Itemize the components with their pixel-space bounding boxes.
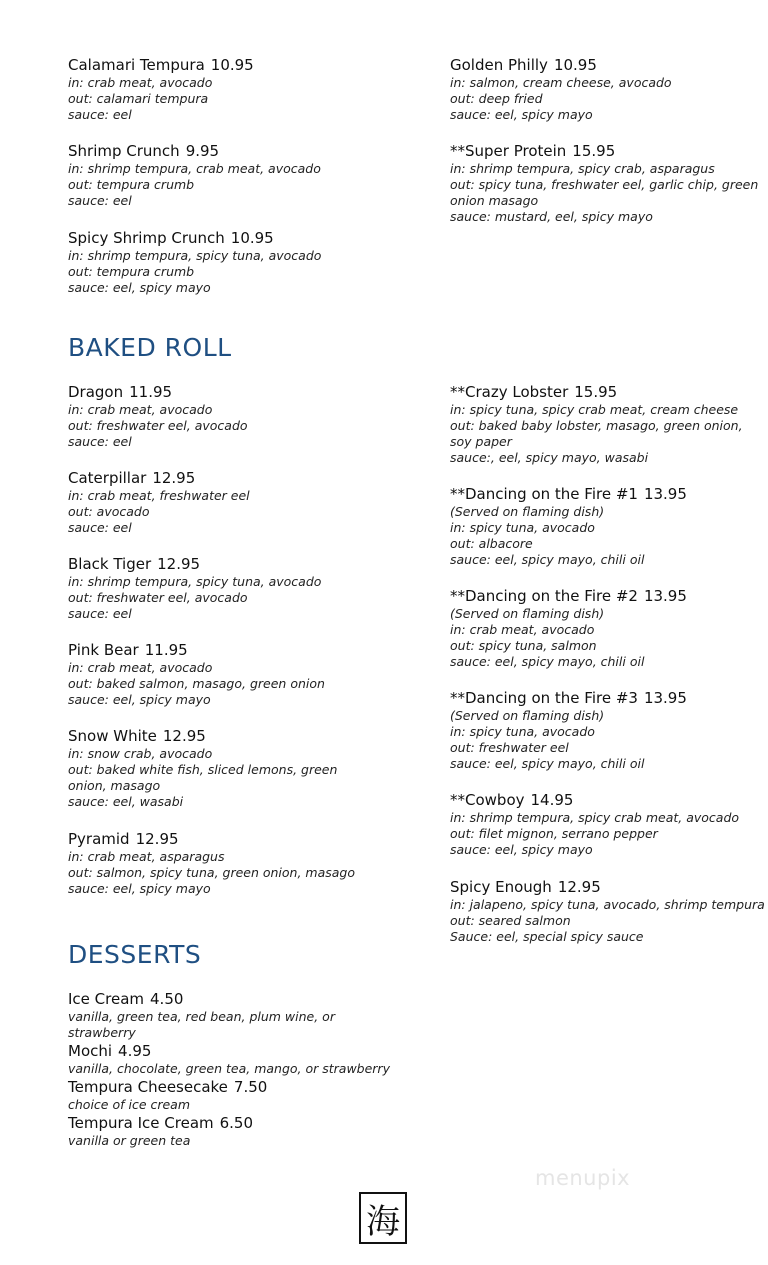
- menu-item-shrimp-crunch: [68, 141, 321, 209]
- item-name: Black Tiger: [68, 555, 152, 573]
- menu-item-dancing-on-the-fire-2: [450, 586, 687, 670]
- item-title: [450, 877, 765, 897]
- item-detail-line: sauce: eel: [68, 193, 132, 208]
- item-detail-line: sauce: eel, spicy mayo: [68, 280, 211, 295]
- desserts-heading: DESSERTS: [68, 940, 202, 969]
- item-detail-line: out: freshwater eel: [450, 740, 569, 755]
- item-detail-line: in: shrimp tempura, spicy crab, asparagus: [450, 161, 715, 176]
- item-detail-line: (Served on flaming dish): [450, 606, 605, 621]
- item-detail-line: in: spicy tuna, avocado: [450, 724, 595, 739]
- dessert-title: [68, 1113, 408, 1133]
- item-detail-line: sauce: eel, spicy mayo: [450, 107, 593, 122]
- dessert-ice-cream: [68, 989, 408, 1041]
- item-detail-line: in: jalapeno, spicy tuna, avocado, shrimp tempura: [450, 897, 765, 912]
- item-detail-line: (Served on flaming dish): [450, 708, 605, 723]
- dessert-tempura-ice-cream: [68, 1113, 408, 1149]
- item-price: 14.95: [530, 791, 574, 809]
- menu-item-golden-philly: [450, 55, 672, 123]
- item-detail-line: onion masago: [450, 193, 539, 208]
- item-detail-line: in: crab meat, asparagus: [68, 849, 225, 864]
- item-name: Golden Philly: [450, 56, 548, 74]
- item-detail-line: in: shrimp tempura, spicy tuna, avocado: [68, 248, 322, 263]
- item-detail-line: out: calamari tempura: [68, 91, 209, 106]
- item-title: [450, 382, 743, 402]
- item-title: [450, 586, 687, 606]
- item-price: 13.95: [643, 587, 687, 605]
- item-name: **Crazy Lobster: [450, 383, 569, 401]
- menu-item-pyramid: [68, 829, 355, 897]
- item-name: Snow White: [68, 727, 157, 745]
- item-title: [68, 554, 321, 574]
- item-detail-line: in: shrimp tempura, spicy tuna, avocado: [68, 574, 322, 589]
- item-detail-line: out: spicy tuna, salmon: [450, 638, 597, 653]
- menu-item-crazy-lobster: [450, 382, 743, 466]
- menu-item-dragon: [68, 382, 248, 450]
- dessert-price: 7.50: [233, 1078, 268, 1096]
- item-name: Caterpillar: [68, 469, 147, 487]
- item-price: 11.95: [144, 641, 188, 659]
- item-name: Spicy Shrimp Crunch: [68, 229, 225, 247]
- item-price: 12.95: [157, 555, 201, 573]
- menu-item-black-tiger: [68, 554, 321, 622]
- menu-item-dancing-on-the-fire-3: [450, 688, 687, 772]
- item-detail-line: in: snow crab, avocado: [68, 746, 213, 761]
- item-detail-line: in: salmon, cream cheese, avocado: [450, 75, 672, 90]
- item-name: Pyramid: [68, 830, 130, 848]
- item-price: 10.95: [210, 56, 254, 74]
- item-detail-line: in: spicy tuna, avocado: [450, 520, 595, 535]
- dessert-description: strawberry: [68, 1025, 136, 1040]
- dessert-description: vanilla or green tea: [68, 1133, 191, 1148]
- item-detail-line: sauce: mustard, eel, spicy mayo: [450, 209, 653, 224]
- dessert-title: [68, 1077, 408, 1097]
- item-detail-line: out: seared salmon: [450, 913, 571, 928]
- menu-item-cowboy: [450, 790, 739, 858]
- item-detail-line: in: spicy tuna, spicy crab meat, cream cheese: [450, 402, 739, 417]
- dessert-title: [68, 1041, 408, 1061]
- item-detail-line: sauce: eel, spicy mayo, chili oil: [450, 552, 645, 567]
- item-name: **Dancing on the Fire #1: [450, 485, 638, 503]
- item-detail-line: out: filet mignon, serrano pepper: [450, 826, 658, 841]
- item-title: [68, 640, 325, 660]
- item-price: 12.95: [152, 469, 196, 487]
- item-price: 12.95: [162, 727, 206, 745]
- item-name: **Dancing on the Fire #3: [450, 689, 638, 707]
- item-detail-line: out: avocado: [68, 504, 150, 519]
- item-price: 9.95: [185, 142, 220, 160]
- item-detail-line: sauce: eel, spicy mayo: [68, 881, 211, 896]
- item-title: [68, 228, 321, 248]
- item-detail-line: (Served on flaming dish): [450, 504, 605, 519]
- item-detail-line: in: shrimp tempura, crab meat, avocado: [68, 161, 321, 176]
- item-detail-line: in: crab meat, avocado: [68, 402, 213, 417]
- item-detail-line: in: shrimp tempura, spicy crab meat, avocado: [450, 810, 740, 825]
- item-name: **Super Protein: [450, 142, 567, 160]
- item-title: [450, 141, 758, 161]
- dessert-mochi: [68, 1041, 408, 1077]
- dessert-tempura-cheesecake: [68, 1077, 408, 1113]
- dessert-name: Ice Cream: [68, 990, 145, 1008]
- item-price: 12.95: [557, 878, 601, 896]
- item-detail-line: sauce: eel: [68, 434, 132, 449]
- item-detail-line: in: crab meat, avocado: [68, 660, 213, 675]
- item-detail-line: sauce: eel, spicy mayo: [68, 692, 211, 707]
- item-detail-line: out: freshwater eel, avocado: [68, 590, 248, 605]
- item-price: 15.95: [574, 383, 618, 401]
- item-title: [450, 484, 687, 504]
- item-detail-line: out: baked salmon, masago, green onion: [68, 676, 325, 691]
- item-name: **Cowboy: [450, 791, 525, 809]
- item-detail-line: out: baked white fish, sliced lemons, green: [68, 762, 338, 777]
- dessert-description: vanilla, green tea, red bean, plum wine, or: [68, 1009, 335, 1024]
- item-detail-line: in: crab meat, avocado: [450, 622, 595, 637]
- item-detail-line: out: albacore: [450, 536, 533, 551]
- item-price: 15.95: [572, 142, 616, 160]
- dessert-price: 4.50: [150, 990, 184, 1008]
- item-detail-line: sauce: eel, wasabi: [68, 794, 184, 809]
- logo-character: 海: [366, 1201, 400, 1242]
- item-price: 13.95: [643, 485, 687, 503]
- item-title: [450, 790, 739, 810]
- item-name: Dragon: [68, 383, 124, 401]
- item-detail-line: sauce: eel: [68, 606, 132, 621]
- item-detail-line: sauce: eel, spicy mayo, chili oil: [450, 756, 645, 771]
- item-detail-line: out: deep fried: [450, 91, 543, 106]
- item-title: [68, 141, 321, 161]
- item-detail-line: out: spicy tuna, freshwater eel, garlic chip, green: [450, 177, 759, 192]
- item-name: Pink Bear: [68, 641, 139, 659]
- item-title: [68, 468, 250, 488]
- item-title: [68, 726, 337, 746]
- item-detail-line: out: tempura crumb: [68, 177, 195, 192]
- item-title: [450, 55, 672, 75]
- item-detail-line: out: baked baby lobster, masago, green onion,: [450, 418, 743, 433]
- dessert-description: vanilla, chocolate, green tea, mango, or strawberry: [68, 1061, 390, 1076]
- item-detail-line: in: crab meat, avocado: [68, 75, 213, 90]
- dessert-name: Tempura Ice Cream: [68, 1114, 214, 1132]
- item-detail-line: soy paper: [450, 434, 512, 449]
- dessert-name: Mochi: [68, 1042, 113, 1060]
- item-detail-line: out: tempura crumb: [68, 264, 195, 279]
- restaurant-logo: [359, 1192, 407, 1244]
- item-price: 11.95: [129, 383, 173, 401]
- item-detail-line: sauce: eel, spicy mayo: [450, 842, 593, 857]
- item-detail-line: onion, masago: [68, 778, 161, 793]
- baked-roll-heading: BAKED ROLL: [68, 333, 232, 362]
- menu-item-spicy-enough: [450, 877, 765, 945]
- item-title: [68, 55, 254, 75]
- dessert-name: Tempura Cheesecake: [68, 1078, 228, 1096]
- item-name: **Dancing on the Fire #2: [450, 587, 638, 605]
- item-name: Spicy Enough: [450, 878, 552, 896]
- menu-item-snow-white: [68, 726, 337, 810]
- item-price: 12.95: [135, 830, 179, 848]
- menu-item-pink-bear: [68, 640, 325, 708]
- item-name: Calamari Tempura: [68, 56, 205, 74]
- menu-item-calamari-tempura: [68, 55, 254, 123]
- item-detail-line: sauce: eel: [68, 107, 132, 122]
- item-detail-line: sauce: eel, spicy mayo, chili oil: [450, 654, 645, 669]
- item-title: [68, 829, 355, 849]
- dessert-price: 6.50: [219, 1114, 254, 1132]
- menu-item-spicy-shrimp-crunch: [68, 228, 321, 296]
- dessert-title: [68, 989, 408, 1009]
- item-detail-line: out: freshwater eel, avocado: [68, 418, 248, 433]
- item-detail-line: out: salmon, spicy tuna, green onion, masago: [68, 865, 356, 880]
- menu-item-super-protein: [450, 141, 758, 225]
- item-price: 13.95: [643, 689, 687, 707]
- menupix-watermark: menupix: [535, 1166, 631, 1190]
- item-price: 10.95: [230, 229, 274, 247]
- item-detail-line: Sauce: eel, special spicy sauce: [450, 929, 644, 944]
- item-price: 10.95: [553, 56, 597, 74]
- menu-item-caterpillar: [68, 468, 250, 536]
- dessert-price: 4.95: [118, 1042, 152, 1060]
- item-detail-line: in: crab meat, freshwater eel: [68, 488, 250, 503]
- item-detail-line: sauce:, eel, spicy mayo, wasabi: [450, 450, 649, 465]
- dessert-description: choice of ice cream: [68, 1097, 191, 1112]
- menu-item-dancing-on-the-fire-1: [450, 484, 687, 568]
- item-title: [450, 688, 687, 708]
- item-name: Shrimp Crunch: [68, 142, 180, 160]
- item-detail-line: sauce: eel: [68, 520, 132, 535]
- desserts-list: [68, 989, 408, 1149]
- item-title: [68, 382, 248, 402]
